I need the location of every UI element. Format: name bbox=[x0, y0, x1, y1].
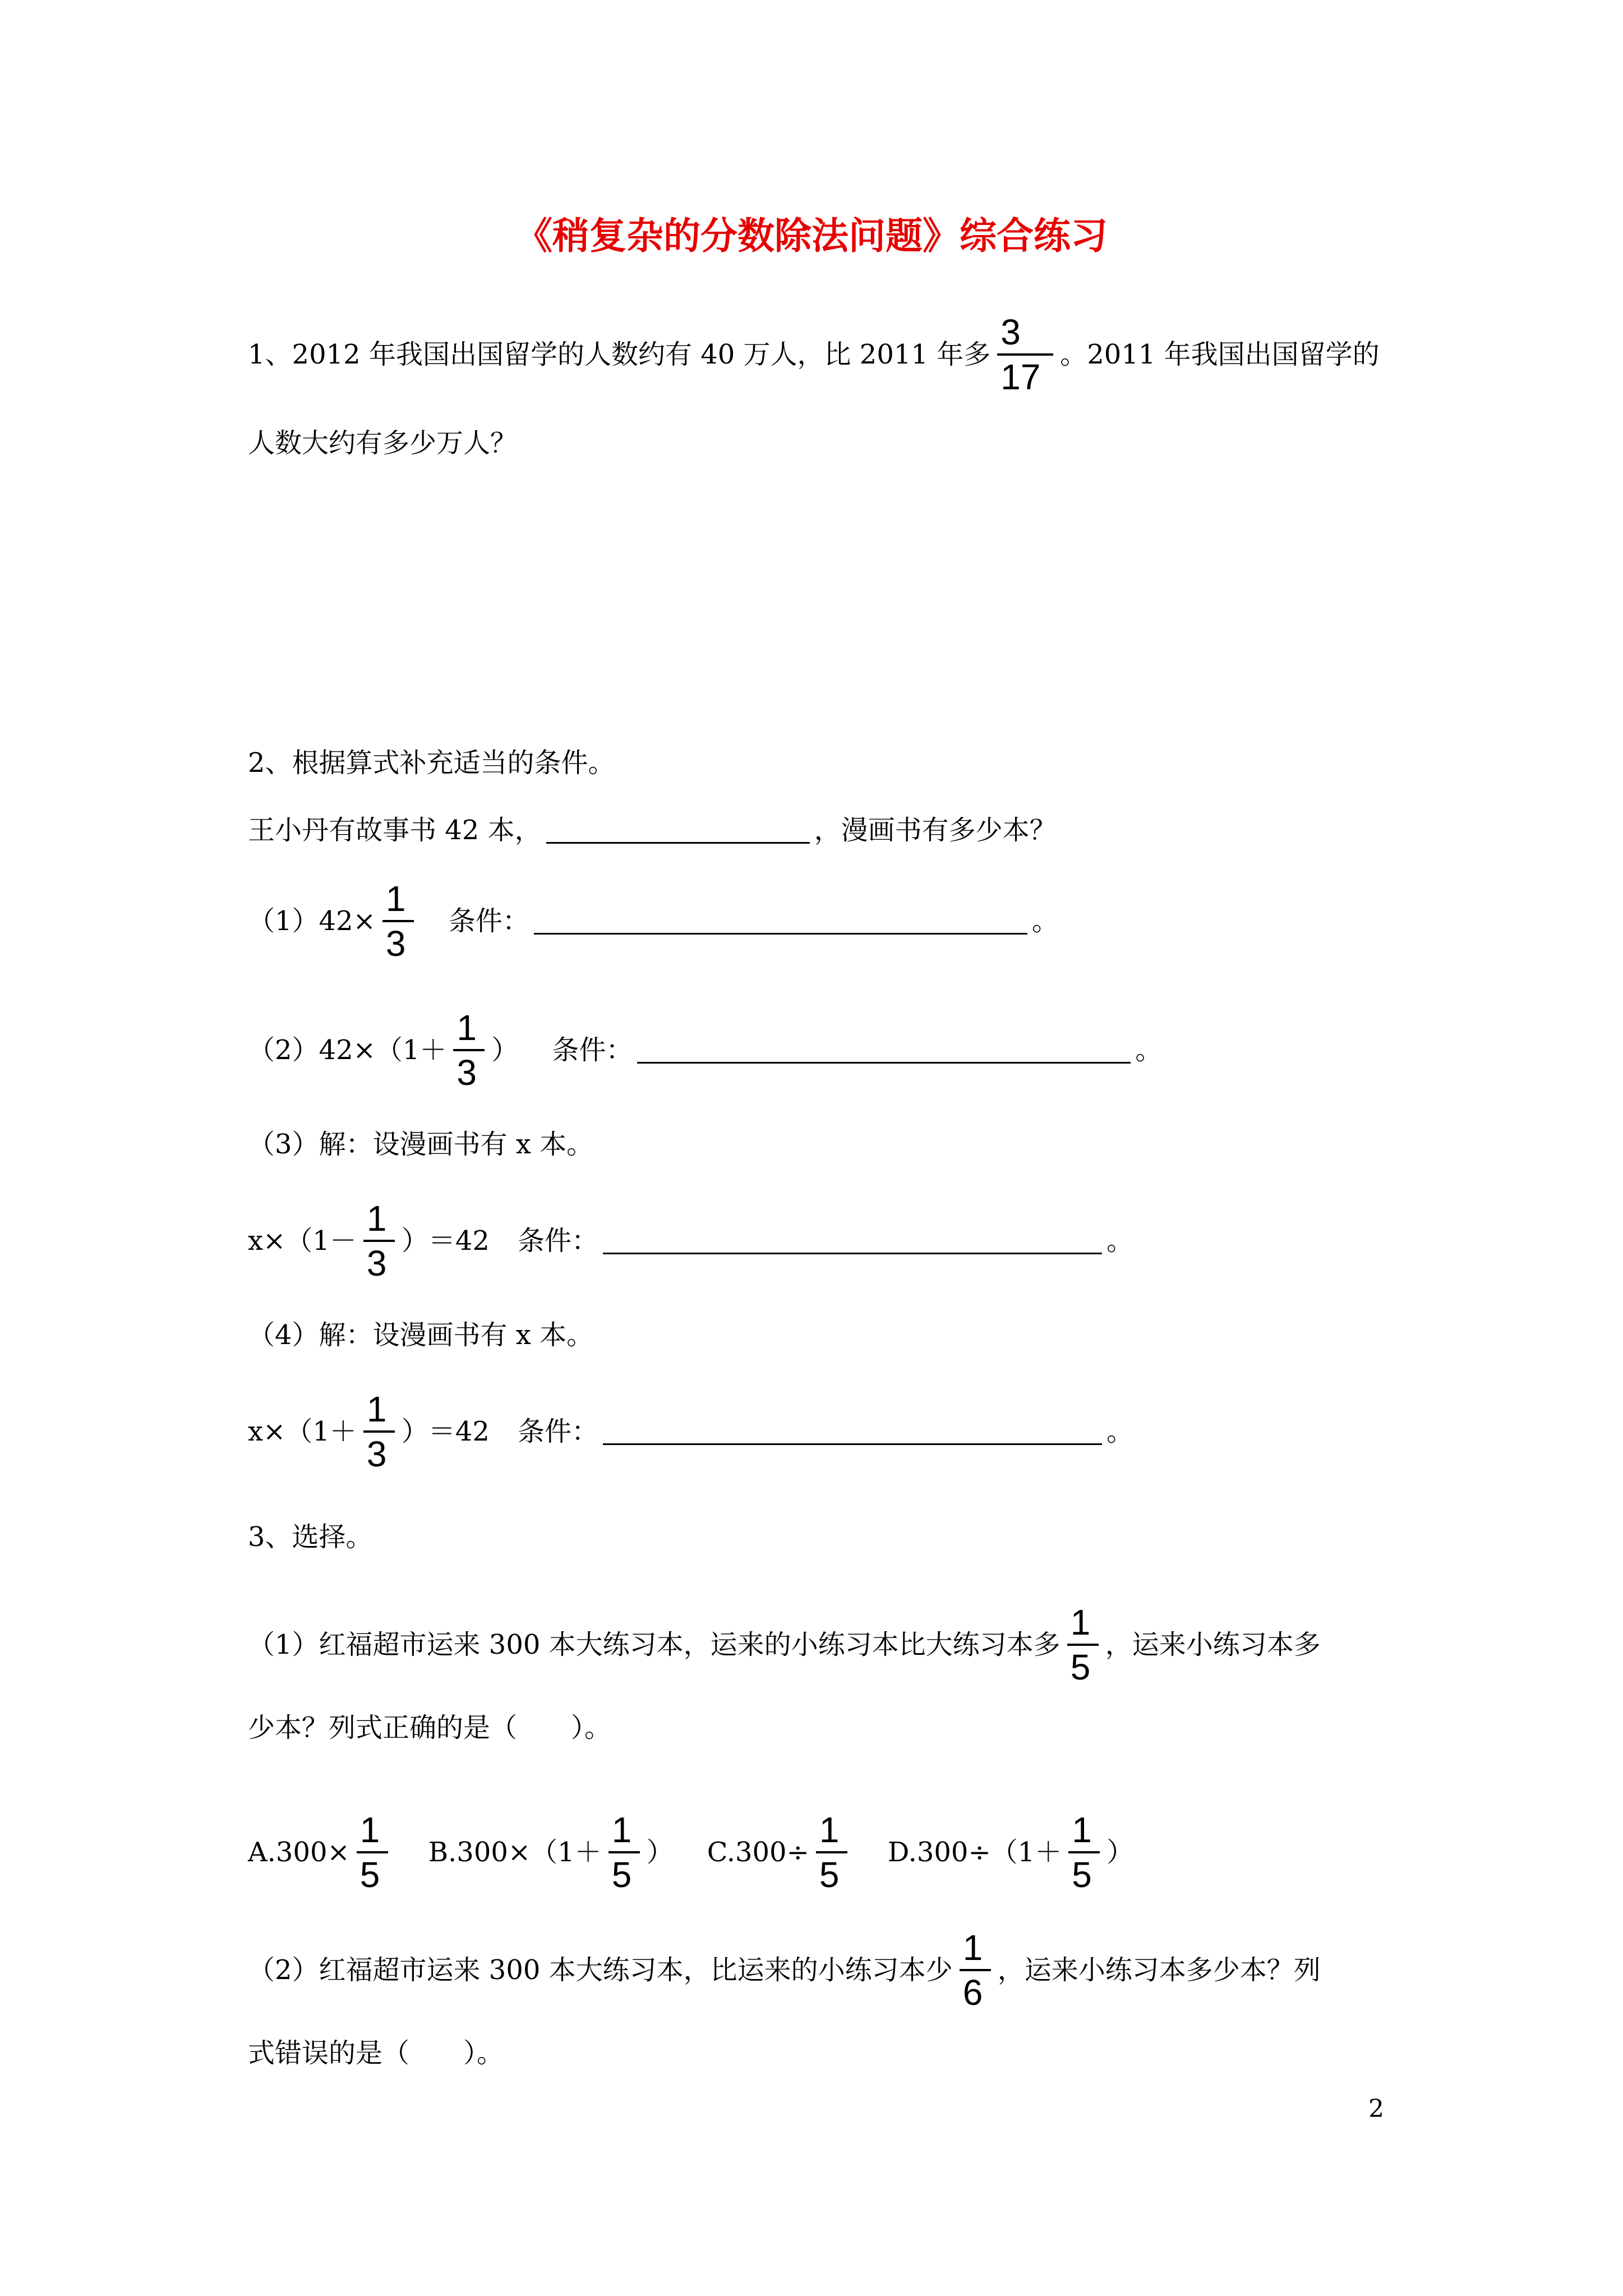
q2-stem: 王小丹有故事书 42 本， ，漫画书有多少本？ bbox=[248, 815, 1057, 846]
fraction bbox=[382, 878, 414, 964]
q3-heading: 3、选择。 bbox=[248, 1521, 373, 1553]
q2-part-1: （1）42× $\frac{1}{3}$ 条件： 。 bbox=[248, 878, 1059, 964]
fraction-denominator: 3 bbox=[385, 923, 406, 964]
fraction-numerator: 1 bbox=[359, 1810, 380, 1850]
q2-part-3-heading: （3）解：设漫画书有 x 本。 bbox=[248, 1129, 594, 1160]
condition-blank[interactable] bbox=[603, 1419, 1102, 1445]
condition-label: 条件： bbox=[517, 1416, 598, 1447]
fraction-numerator: 1 bbox=[1072, 1810, 1092, 1850]
q2-heading: 2、根据算式补充适当的条件。 bbox=[248, 747, 615, 779]
q1-text: 1、2012 年我国出国留学的人数约有 40 万人，比 2011 年多 bbox=[248, 339, 991, 370]
option-a-text[interactable]: A.300× bbox=[248, 1837, 350, 1868]
fraction bbox=[453, 1007, 485, 1093]
fraction-numerator: 1 bbox=[366, 1389, 387, 1429]
fraction bbox=[363, 1391, 395, 1472]
fraction-numerator: 1 bbox=[1070, 1602, 1091, 1642]
fraction-numerator: 1 bbox=[457, 1007, 477, 1048]
page-number: 2 bbox=[1368, 2095, 1384, 2123]
q1-question: 人数大约有多少万人？ bbox=[248, 427, 518, 459]
fraction-denominator: 5 bbox=[359, 1855, 380, 1895]
q3-sub-1-options: A.300× $\frac{1}{5}$ B.300×（1＋ $\frac{1}{5}$ ） C.300÷ $\frac{1}{5}$ D.300÷（1＋ $\frac{1}{5}$ ） bbox=[248, 1810, 1134, 1895]
q1-line-2 bbox=[248, 426, 517, 460]
fraction-numerator: 1 bbox=[819, 1810, 840, 1850]
fraction-denominator: 3 bbox=[366, 1243, 387, 1283]
fraction-denominator: 5 bbox=[1070, 1647, 1091, 1687]
q3-sub-2-line-1: （2）红福超市运来 300 本大练习本，比运来的小练习本少 $\frac{1}{6}$ ，运来小练习本多少本？列 bbox=[248, 1927, 1321, 2013]
fraction-numerator: 1 bbox=[611, 1810, 632, 1850]
q3-sub-2-line-2: 式错误的是（ ）。 bbox=[248, 2037, 504, 2069]
fraction-denominator: 17 bbox=[1000, 357, 1041, 397]
answer-blank[interactable] bbox=[546, 817, 810, 844]
fraction bbox=[608, 1812, 640, 1893]
q2-part-3: x×（1－ $\frac{1}{3}$ ）＝42 条件： 。 bbox=[248, 1198, 1133, 1283]
condition-blank[interactable] bbox=[603, 1228, 1102, 1254]
fraction-denominator: 6 bbox=[962, 1972, 983, 2013]
fraction-numerator: 3 bbox=[1000, 312, 1021, 352]
fraction-numerator: 1 bbox=[366, 1198, 387, 1239]
option-d-text[interactable]: D.300÷（1＋ bbox=[887, 1837, 1062, 1868]
q1-line-1 bbox=[248, 314, 1380, 395]
condition-label: 条件： bbox=[517, 1225, 598, 1257]
option-b-text[interactable]: B.300×（1＋ bbox=[428, 1837, 602, 1868]
fraction-denominator: 3 bbox=[457, 1052, 477, 1093]
fraction bbox=[363, 1200, 395, 1281]
fraction-denominator: 5 bbox=[1072, 1855, 1092, 1895]
fraction bbox=[1067, 1604, 1099, 1685]
fraction-denominator: 3 bbox=[366, 1434, 387, 1474]
condition-blank[interactable] bbox=[637, 1037, 1131, 1064]
fraction-denominator: 5 bbox=[611, 1855, 632, 1895]
fraction-numerator: 1 bbox=[962, 1927, 983, 1968]
condition-label: 条件： bbox=[552, 1034, 633, 1066]
q3-sub-1-line-2: 少本？列式正确的是（ ）。 bbox=[248, 1712, 612, 1743]
q2-part-4: x×（1＋ $\frac{1}{3}$ ）＝42 条件： 。 bbox=[248, 1389, 1133, 1474]
q2-part-4-heading: （4）解：设漫画书有 x 本。 bbox=[248, 1319, 594, 1351]
q3-sub-1-line-1: （1）红福超市运来 300 本大练习本，运来的小练习本比大练习本多 $\frac{1}{5}$ ，运来小练习本多 bbox=[248, 1602, 1321, 1687]
q2-part-2: （2）42×（1＋ $\frac{1}{3}$ ） 条件： 。 bbox=[248, 1007, 1163, 1093]
condition-blank[interactable] bbox=[534, 908, 1027, 935]
page-title: 《稍复杂的分数除法问题》综合练习 bbox=[515, 214, 1108, 257]
fraction bbox=[816, 1812, 847, 1893]
q1-text-cont: 。2011 年我国出国留学的 bbox=[1060, 339, 1380, 370]
fraction-numerator: 1 bbox=[385, 878, 406, 919]
fraction bbox=[960, 1927, 991, 2013]
fraction bbox=[1068, 1812, 1100, 1893]
q1-fraction bbox=[997, 314, 1053, 395]
option-c-text[interactable]: C.300÷ bbox=[707, 1837, 809, 1868]
condition-label: 条件： bbox=[448, 905, 529, 937]
fraction bbox=[357, 1812, 388, 1893]
fraction-denominator: 5 bbox=[819, 1855, 840, 1895]
